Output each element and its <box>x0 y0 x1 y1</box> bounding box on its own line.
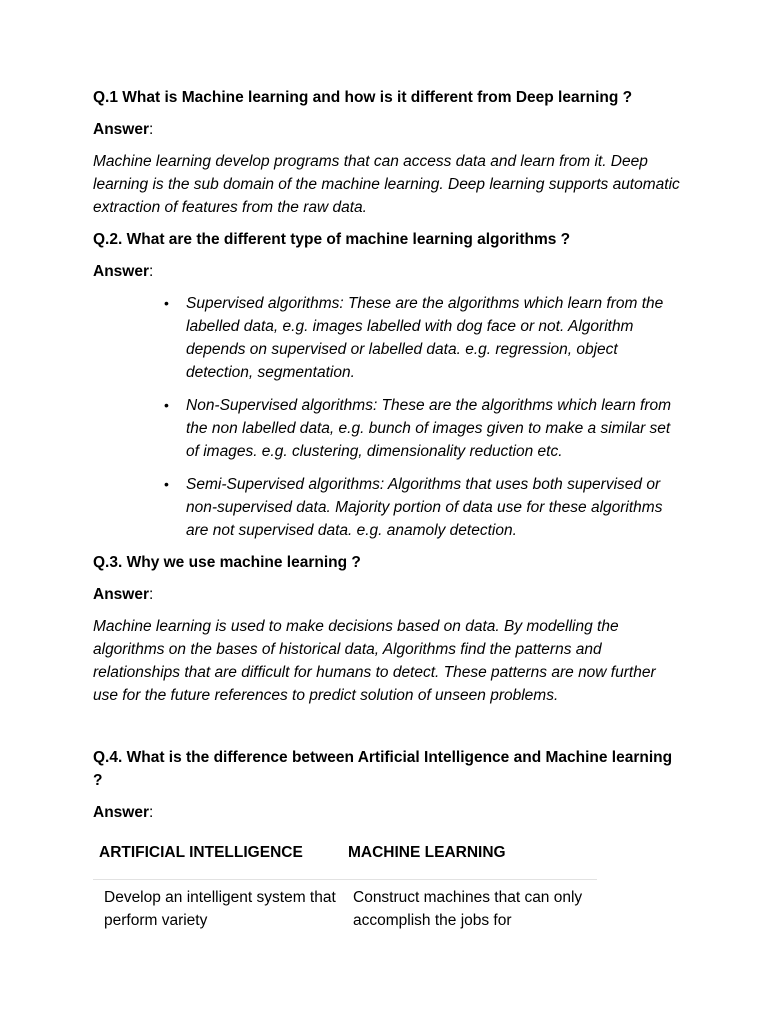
list-item-text: Non-Supervised algorithms: These are the algorithms which learn from the non labelled data, e.g. bunch of images given to make a similar set of images. e.g. clustering, dimensionality reduction etc. <box>186 397 672 460</box>
list-item-text: Semi-Supervised algorithms: Algorithms that uses both supervised or non-supervised data. Majority portion of data use for these algorithms are not supervised data. e.g. anamoly detection. <box>186 476 663 539</box>
table-cell: Develop an intelligent system that perform variety <box>104 889 336 929</box>
list-item-text: Supervised algorithms: These are the algorithms which learn from the labelled data, e.g. images labelled with dog face or not. Algorithm depends on supervised or labelled data. e.g. regression, object detection, segmentation. <box>186 295 664 381</box>
question-4: Q.4. What is the difference between Artificial Intelligence and Machine learning ? <box>93 749 673 789</box>
answer-label-colon: : <box>149 121 154 138</box>
algorithm-type-list <box>93 292 683 542</box>
answer-label-1 <box>93 118 683 141</box>
list-item <box>164 394 683 463</box>
table-row <box>93 880 597 933</box>
document-page <box>93 86 683 932</box>
question-3: Q.3. Why we use machine learning ? <box>93 554 361 571</box>
answer-label-3 <box>93 583 683 606</box>
bullet-icon: • <box>164 397 169 413</box>
question-2: Q.2. What are the different type of machine learning algorithms ? <box>93 231 571 248</box>
spacer <box>93 716 683 746</box>
answer-label-text: Answer <box>93 586 149 603</box>
bullet-icon: • <box>164 476 169 492</box>
answer-label-text: Answer <box>93 121 149 138</box>
answer-label-text: Answer <box>93 804 149 821</box>
list-item <box>164 473 683 542</box>
answer-label-colon: : <box>149 804 154 821</box>
column-header-ml: MACHINE LEARNING <box>342 833 597 880</box>
answer-1: Machine learning develop programs that can access data and learn from it. Deep learning is the sub domain of the machine learning. Deep learning supports automatic extraction of features from the raw data. <box>93 153 680 216</box>
ai-vs-ml-table <box>93 833 597 932</box>
answer-label-text: Answer <box>93 263 149 280</box>
answer-3: Machine learning is used to make decisions based on data. By modelling the algorithms on the bases of historical data, Algorithms find the patterns and relationships that are difficult for humans to detect. These patterns are now further use for the future references to predict solution of unseen problems. <box>93 618 656 704</box>
answer-label-2 <box>93 260 683 283</box>
question-1: Q.1 What is Machine learning and how is it different from Deep learning ? <box>93 89 633 106</box>
answer-label-colon: : <box>149 263 154 280</box>
table-cell: Construct machines that can only accomplish the jobs for <box>353 889 583 929</box>
list-item <box>164 292 683 384</box>
table-header-row <box>93 833 597 880</box>
bullet-icon: • <box>164 295 169 311</box>
column-header-ai: ARTIFICIAL INTELLIGENCE <box>93 833 342 880</box>
answer-label-4 <box>93 801 683 824</box>
answer-label-colon: : <box>149 586 154 603</box>
